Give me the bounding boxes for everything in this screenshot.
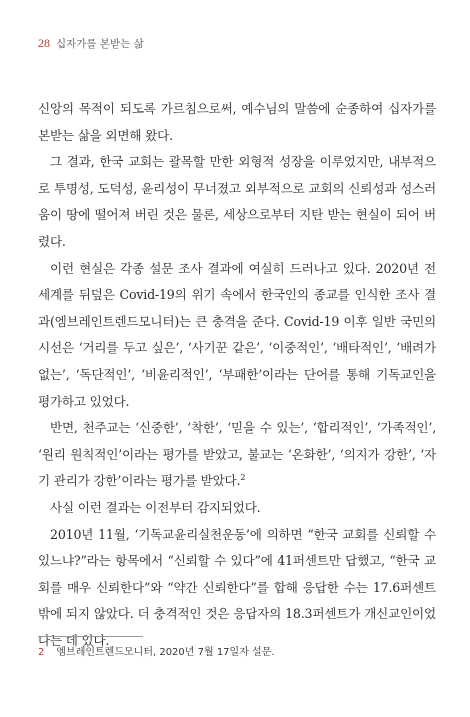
body-text <box>38 96 436 654</box>
footnote-number: 2 <box>38 647 45 658</box>
footnote-text: 엠브레인트렌드모니터, 2020년 7월 17일자 설문. <box>56 647 275 658</box>
running-header <box>38 36 144 51</box>
paragraph: 사실 이런 결과는 이전부터 감지되었다. <box>50 499 261 515</box>
footnote <box>38 643 275 658</box>
footnote-divider <box>38 636 143 637</box>
running-title: 십자가를 본받는 삶 <box>56 38 144 50</box>
paragraph: 이런 현실은 각종 설문 조사 결과에 여실히 드러나고 있다. 2020년 전 세계를 뒤덮은 Covid-19의 위기 속에서 한국인의 종교를 인식한 조사 결과(엠브레인트렌드모니터)는 큰 충격을 준다. Covid-19 이후 일반 국민의 시선은 ‘거리를 두고 싶은’, ‘사기꾼 같은’, ‘이중적인’, ‘배타적인’, ‘배려가 없는’, ‘독단적인’, ‘비윤리적인’, ‘부패한’이라는 단어를 통해 기독교인을 평가하고 있었다. <box>38 260 437 409</box>
paragraph: 반면, 천주교는 ‘신중한’, ‘착한’, ‘믿을 수 있는’, ‘합리적인’, ‘가족적인’, ‘원리 원칙적인’이라는 평가를 받았고, 불교는 ‘온화한’, ‘의지가 강한’, ‘자기 관리가 강한’이라는 평가를 받았다.$^2$ <box>38 420 436 489</box>
paragraph: 신앙의 목적이 되도록 가르침으로써, 예수님의 말씀에 순종하여 십자가를 본받는 삶을 외면해 왔다. <box>38 101 436 143</box>
page-number: 28 <box>38 36 50 50</box>
paragraph: 2010년 11월, ‘기독교윤리실천운동’에 의하면 “한국 교회를 신뢰할 수 있느냐?”라는 항목에서 “신뢰할 수 있다”에 41퍼센트만 답했고, “한국 교회를 매우 신뢰한다”와 “약간 신뢰한다”를 합해 응답한 수는 17.6퍼센트밖에 되지 않았다. 더 충격적인 것은 응답자의 18.3퍼센트가 개신교인이었다는 데 있다. <box>38 526 436 648</box>
paragraph: 그 결과, 한국 교회는 괄목할 만한 외형적 성장을 이루었지만, 내부적으로 투명성, 도덕성, 윤리성이 무너졌고 외부적으로 교회의 신뢰성과 성스러움이 땅에 떨어져 버린 것은 물론, 세상으로부터 지탄 받는 현실이 되어 버렸다. <box>38 154 436 249</box>
footnote-reference: 2 <box>240 473 246 483</box>
